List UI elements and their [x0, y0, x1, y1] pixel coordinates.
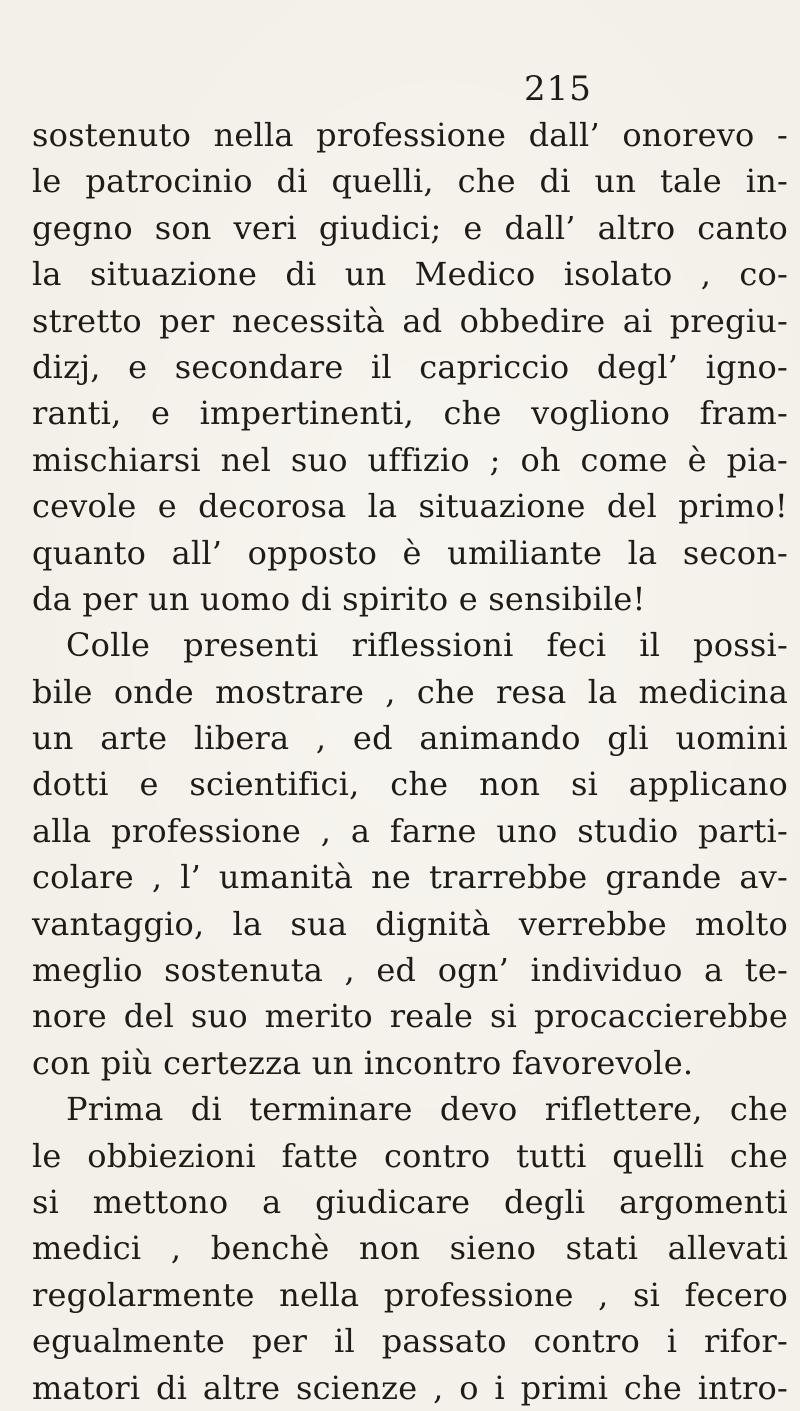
text-line: regolarmente nella professione , si fecero [32, 1275, 788, 1314]
text-line: Colle presenti riflessioni feci il possi- [66, 626, 788, 665]
text-line: gegno son veri giudici; e dall’ altro canto [32, 208, 788, 247]
text-line: quanto all’ opposto è umiliante la secon- [32, 533, 788, 572]
text-line: colare , l’ umanità ne trarrebbe grande av- [32, 858, 788, 897]
text-line: nore del suo merito reale si procaccierebbe [32, 997, 788, 1036]
text-line: egualmente per il passato contro i rifor- [32, 1322, 788, 1361]
text-line: dizj, e secondare il capriccio degl’ igno- [32, 347, 788, 386]
text-line: matori di altre scienze , o i primi che intro- [32, 1368, 788, 1407]
text-line: mischiarsi nel suo uffizio ; oh come è pia- [32, 440, 788, 479]
text-line: medici , benchè non sieno stati allevati [32, 1229, 788, 1268]
text-line: da per un uomo di spirito e sensibile! [32, 579, 646, 618]
text-line: sostenuto nella professione dall’ onorevo - [32, 116, 788, 154]
text-line: vantaggio, la sua dignità verrebbe molto [32, 904, 788, 943]
body-text [32, 112, 788, 1411]
text-line: le patrocinio di quelli, che di un tale in- [32, 162, 788, 201]
text-line: ranti, e impertinenti, che vogliono fram- [32, 394, 788, 433]
text-line: cevole e decorosa la situazione del primo! [32, 487, 788, 526]
text-line: un arte libera , ed animando gli uomini [32, 719, 788, 758]
page-number: 215 [524, 69, 592, 109]
text-line: si mettono a giudicare degli argomenti [32, 1182, 788, 1221]
text-line: stretto per necessità ad obbedire ai pregiu- [32, 301, 788, 340]
text-line: la situazione di un Medico isolato , co- [32, 255, 788, 294]
text-line: le obbiezioni fatte contro tutti quelli che [32, 1136, 788, 1175]
text-line: alla professione , a farne uno studio parti- [32, 811, 788, 850]
text-line: bile onde mostrare , che resa la medicina [32, 672, 788, 711]
text-line: meglio sostenuta , ed ogn’ individuo a te- [32, 951, 788, 990]
text-line: con più certezza un incontro favorevole. [32, 1043, 694, 1082]
text-line: dotti e scientifici, che non si applicano [32, 765, 788, 804]
text-line: Prima di terminare devo riflettere, che [66, 1090, 788, 1129]
